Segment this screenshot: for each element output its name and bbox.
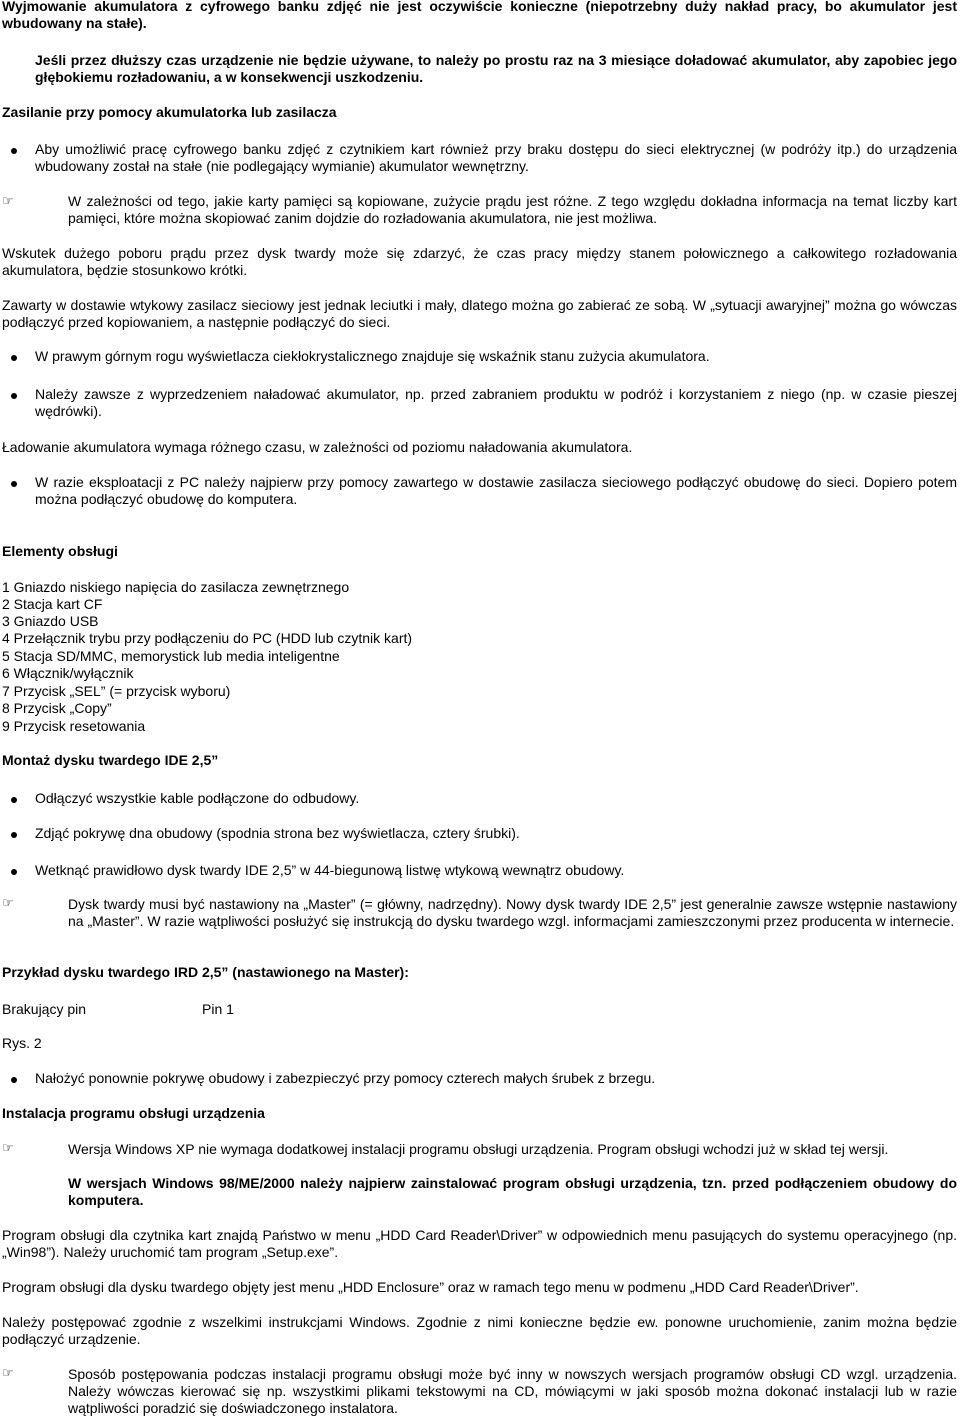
pointing-hand-icon: ☞ (2, 1141, 14, 1156)
section-heading-install: Instalacja programu obsługi urządzenia (2, 1105, 265, 1121)
mount-note: Dysk twardy musi być nastawiony na „Master” (= główny, nadrzędny). Nowy dysk twardy IDE 2,5” jest generalnie zawsze wstępnie nastawiony na „Master”. W razie wątpliwości posłużyć się instrukcją do dysku twardego wzgl. informacjami zamieszczonymi przez producenta w internecie. (68, 896, 957, 929)
pointing-hand-icon: ☞ (2, 1366, 14, 1381)
install-paragraph-3: Należy postępować zgodnie z wszelkimi instrukcjami Windows. Zgodnie z nimi konieczne będzie ew. ponowne uruchomienie, zanim można będzie podłączyć urządzenie. (2, 1314, 957, 1347)
section-heading-controls: Elementy obsługi (2, 543, 118, 559)
intro-paragraph-1: Wyjmowanie akumulatora z cyfrowego banku zdjęć nie jest oczywiście konieczne (niepotrzebny duży nakład pracy, bo akumulator jest wbudowany na stałe). (2, 0, 957, 31)
power-bullet-3: Należy zawsze z wyprzedzeniem naładować akumulator, np. przed zabraniem produktu w podróż i korzystaniem z niego (np. w czasie pieszej wędrówki). (35, 386, 957, 419)
controls-list-item: 1 Gniazdo niskiego napięcia do zasilacza zewnętrznego (2, 579, 350, 595)
power-note-1: W zależności od tego, jakie karty pamięci są kopiowane, zużycie prądu jest różne. Z tego względu dokładna informacja na temat liczby kart pamięci, które można skopiować zanim dojdzie do rozładowania akumulatora, nie jest możliwa. (68, 193, 957, 226)
install-note-1: Wersja Windows XP nie wymaga dodatkowej instalacji programu obsługi urządzenia. Program obsługi wchodzi już w skład tej wersji. (68, 1141, 889, 1157)
controls-list-item: 7 Przycisk „SEL” (= przycisk wyboru) (2, 683, 231, 699)
bullet-dot (11, 797, 17, 803)
bullet-dot (11, 481, 17, 487)
pin-1-label: Pin 1 (202, 1001, 234, 1017)
mount-bullet-2: Zdjąć pokrywę dna obudowy (spodnia strona bez wyświetlacza, cztery śrubki). (35, 825, 520, 841)
mount-bullet-1: Odłączyć wszystkie kable podłączone do odbudowy. (35, 790, 360, 806)
bullet-dot (11, 832, 17, 838)
power-bullet-2: W prawym górnym rogu wyświetlacza ciekłokrystalicznego znajduje się wskaźnik stanu zużycia akumulatora. (35, 348, 710, 364)
figure-caption: Rys. 2 (2, 1035, 42, 1051)
intro-paragraph-2: Jeśli przez dłuższy czas urządzenie nie będzie używane, to należy po prostu raz na 3 miesiące doładować akumulator, aby zapobiec jego głębokiemu rozładowaniu, a w konsekwencji uszkodzeniu. (35, 52, 957, 85)
bullet-dot (11, 355, 17, 361)
section-heading-mount: Montaż dysku twardego IDE 2,5” (2, 752, 219, 768)
bullet-dot (11, 393, 17, 399)
controls-list-item: 9 Przycisk resetowania (2, 718, 146, 734)
install-note-1-bold: W wersjach Windows 98/ME/2000 należy najpierw zainstalować program obsługi urządzenia, tzn. przed podłączeniem obudowy do komputera. (68, 1175, 957, 1208)
missing-pin-label: Brakujący pin (2, 1001, 87, 1017)
mount-bullet-3: Wetknąć prawidłowo dysk twardy IDE 2,5” w 44-biegunową listwę wtykową wewnątrz obudowy. (35, 862, 625, 878)
pointing-hand-icon: ☞ (2, 896, 14, 911)
install-paragraph-1: Program obsługi dla czytnika kart znajdą Państwo w menu „HDD Card Reader\Driver” w odpowiednich menu pasujących do systemu operacyjnego (np. „Win98”). Należy uruchomić tam program „Setup.exe”. (2, 1227, 957, 1260)
power-paragraph-5: Ładowanie akumulatora wymaga różnego czasu, w zależności od poziomu naładowania akumulatora. (2, 439, 633, 455)
bullet-dot (11, 1077, 17, 1083)
example-bullet: Nałożyć ponownie pokrywę obudowy i zabezpieczyć przy pomocy czterech małych śrubek z brzegu. (35, 1070, 656, 1086)
pointing-hand-icon: ☞ (2, 194, 14, 209)
controls-list-item: 6 Włącznik/wyłącznik (2, 665, 134, 681)
power-paragraph-4: Zawarty w dostawie wtykowy zasilacz sieciowy jest jednak leciutki i mały, dlatego można go zabierać ze sobą. W „sytuacji awaryjnej” można go wówczas podłączyć przed kopiowaniem, a następnie podłączyć do sieci. (2, 297, 957, 330)
bullet-dot (11, 869, 17, 875)
controls-list-item: 5 Stacja SD/MMC, memorystick lub media inteligentne (2, 648, 340, 664)
power-paragraph-3: Wskutek dużego poboru prądu przez dysk twardy może się zdarzyć, że czas pracy między stanem połowicznego a całkowitego rozładowania akumulatora, będzie stosunkowo krótki. (2, 245, 957, 278)
controls-list-item: 3 Gniazdo USB (2, 613, 99, 629)
controls-list-item: 4 Przełącznik trybu przy podłączeniu do PC (HDD lub czytnik kart) (2, 630, 413, 646)
power-bullet-1: Aby umożliwić pracę cyfrowego banku zdjęć z czytnikiem kart również przy braku dostępu do sieci elektrycznej (w podróży itp.) do urządzenia wbudowany został na stałe (nie podlegający wymianie) akumulator wewnętrzny. (35, 141, 957, 174)
install-paragraph-2: Program obsługi dla dysku twardego objęty jest menu „HDD Enclosure” oraz w ramach tego menu w podmenu „HDD Card Reader\Driver”. (2, 1279, 859, 1295)
section-heading-example: Przykład dysku twardego IRD 2,5” (nastawionego na Master): (2, 964, 409, 980)
controls-list-item: 8 Przycisk „Copy” (2, 700, 112, 716)
controls-list-item: 2 Stacja kart CF (2, 596, 103, 612)
power-bullet-4: W razie eksploatacji z PC należy najpierw przy pomocy zawartego w dostawie zasilacza sieciowego podłączyć obudowę do sieci. Dopiero potem można podłączyć obudowę do komputera. (35, 474, 957, 507)
section-heading-power: Zasilanie przy pomocy akumulatorka lub zasilacza (2, 104, 337, 120)
bullet-dot (11, 148, 17, 154)
install-note-2: Sposób postępowania podczas instalacji programu obsługi może być inny w nowszych wersjach programów obsługi CD wzgl. urządzenia. Należy wówczas kierować się np. wszystkimi plikami tekstowymi na CD, mówiącymi w jaki sposób można dokonać instalacji lub w razie wątpliwości poradzić się doświadczonego instalatora. (68, 1366, 957, 1416)
